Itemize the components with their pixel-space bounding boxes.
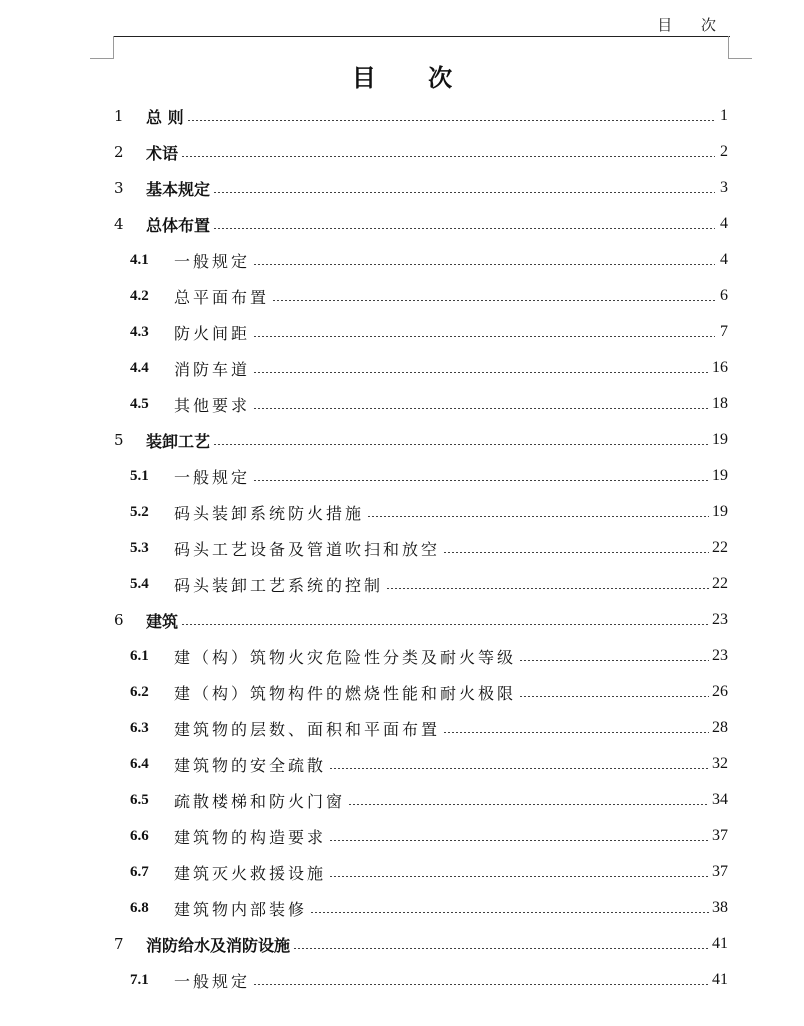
toc-entry-number: 6.5 <box>130 791 149 808</box>
toc-entry-title: 一般规定 <box>174 971 251 991</box>
table-of-contents <box>114 98 728 998</box>
toc-entry-title: 总 则 <box>146 107 184 127</box>
toc-entry-title: 建（构）筑物构件的燃烧性能和耐火极限 <box>174 683 517 703</box>
toc-entry-title: 建筑物的层数、面积和平面布置 <box>174 719 441 739</box>
toc-entry-page: 7 <box>720 323 728 340</box>
toc-entry-number: 7 <box>114 935 124 953</box>
toc-dot-leader <box>181 624 709 625</box>
toc-entry[interactable] <box>114 566 728 602</box>
toc-dot-leader <box>253 336 715 337</box>
toc-dot-leader <box>272 300 715 301</box>
toc-dot-leader <box>519 696 709 697</box>
toc-entry-number: 4.3 <box>130 323 149 340</box>
toc-entry[interactable] <box>114 962 728 998</box>
toc-entry[interactable] <box>114 242 728 278</box>
toc-dot-leader <box>329 768 709 769</box>
toc-entry-number: 5.2 <box>130 503 149 520</box>
toc-dot-leader <box>187 120 715 121</box>
toc-entry[interactable] <box>114 890 728 926</box>
toc-entry-title: 总平面布置 <box>174 287 270 307</box>
toc-entry-title: 建（构）筑物火灾危险性分类及耐火等级 <box>174 647 517 667</box>
toc-entry-page: 41 <box>712 935 728 952</box>
toc-entry-page: 22 <box>712 539 728 556</box>
toc-entry-number: 5.3 <box>130 539 149 556</box>
toc-dot-leader <box>253 264 715 265</box>
toc-entry-number: 6.1 <box>130 647 149 664</box>
toc-entry[interactable] <box>114 278 728 314</box>
toc-entry-number: 5 <box>114 431 124 449</box>
toc-entry-title: 装卸工艺 <box>146 431 211 451</box>
toc-dot-leader <box>293 948 709 949</box>
header-rule <box>114 36 730 37</box>
toc-entry-number: 6.7 <box>130 863 149 880</box>
toc-entry[interactable] <box>114 206 728 242</box>
toc-entry-page: 19 <box>712 503 728 520</box>
toc-entry[interactable] <box>114 926 728 962</box>
toc-dot-leader <box>253 984 709 985</box>
toc-entry-title: 码头工艺设备及管道吹扫和放空 <box>174 539 441 559</box>
toc-entry-title: 建筑 <box>146 611 179 631</box>
toc-entry-number: 5.1 <box>130 467 149 484</box>
toc-entry-page: 28 <box>712 719 728 736</box>
toc-dot-leader <box>310 912 709 913</box>
toc-entry-page: 23 <box>712 647 728 664</box>
toc-entry-page: 37 <box>712 863 728 880</box>
toc-entry[interactable] <box>114 314 728 350</box>
toc-dot-leader <box>519 660 709 661</box>
toc-entry[interactable] <box>114 422 728 458</box>
toc-entry-number: 4.2 <box>130 287 149 304</box>
toc-entry-title: 总体布置 <box>146 215 211 235</box>
toc-dot-leader <box>213 228 715 229</box>
crop-mark-left-vertical <box>113 36 114 58</box>
toc-entry-number: 4 <box>114 215 124 233</box>
toc-entry-page: 16 <box>712 359 728 376</box>
toc-entry-page: 41 <box>712 971 728 988</box>
toc-entry-page: 22 <box>712 575 728 592</box>
toc-entry-title: 一般规定 <box>174 251 251 271</box>
toc-entry-title: 建筑灭火救援设施 <box>174 863 327 883</box>
toc-entry[interactable] <box>114 602 728 638</box>
toc-entry-title: 建筑物的构造要求 <box>174 827 327 847</box>
toc-dot-leader <box>253 480 709 481</box>
toc-entry[interactable] <box>114 350 728 386</box>
toc-entry-number: 7.1 <box>130 971 149 988</box>
toc-entry-title: 建筑物内部装修 <box>174 899 308 919</box>
toc-entry-page: 1 <box>720 107 728 124</box>
page-title: 目 次 <box>351 64 475 92</box>
toc-entry-number: 6.8 <box>130 899 149 916</box>
toc-entry-page: 32 <box>712 755 728 772</box>
toc-dot-leader <box>329 840 709 841</box>
toc-entry[interactable] <box>114 98 728 134</box>
toc-entry-page: 34 <box>712 791 728 808</box>
toc-dot-leader <box>443 552 709 553</box>
toc-entry-number: 2 <box>114 143 124 161</box>
toc-entry-title: 基本规定 <box>146 179 211 199</box>
toc-entry-title: 疏散楼梯和防火门窗 <box>174 791 346 811</box>
toc-entry-number: 4.5 <box>130 395 149 412</box>
toc-entry[interactable] <box>114 854 728 890</box>
toc-dot-leader <box>253 408 709 409</box>
toc-entry[interactable] <box>114 170 728 206</box>
toc-entry[interactable] <box>114 638 728 674</box>
toc-entry-page: 18 <box>712 395 728 412</box>
toc-entry[interactable] <box>114 134 728 170</box>
toc-entry-page: 6 <box>720 287 728 304</box>
toc-entry-number: 6.3 <box>130 719 149 736</box>
toc-entry-number: 3 <box>114 179 124 197</box>
toc-entry-page: 38 <box>712 899 728 916</box>
toc-entry-number: 6 <box>114 611 124 629</box>
toc-entry[interactable] <box>114 710 728 746</box>
toc-entry[interactable] <box>114 746 728 782</box>
toc-entry-page: 4 <box>720 215 728 232</box>
toc-entry-page: 3 <box>720 179 728 196</box>
toc-entry-title: 码头装卸系统防火措施 <box>174 503 365 523</box>
toc-entry-number: 6.2 <box>130 683 149 700</box>
toc-dot-leader <box>367 516 709 517</box>
toc-entry[interactable] <box>114 494 728 530</box>
toc-entry-title: 消防车道 <box>174 359 251 379</box>
toc-entry-number: 6.4 <box>130 755 149 772</box>
toc-dot-leader <box>181 156 715 157</box>
toc-dot-leader <box>443 732 709 733</box>
toc-dot-leader <box>213 192 715 193</box>
toc-entry-number: 1 <box>114 107 124 125</box>
crop-mark-right-vertical <box>728 36 729 58</box>
toc-entry-title: 码头装卸工艺系统的控制 <box>174 575 384 595</box>
toc-entry-title: 术语 <box>146 143 179 163</box>
toc-entry-number: 4.1 <box>130 251 149 268</box>
toc-entry[interactable] <box>114 818 728 854</box>
toc-entry-title: 消防给水及消防设施 <box>146 935 291 955</box>
toc-entry-number: 4.4 <box>130 359 149 376</box>
toc-entry-page: 2 <box>720 143 728 160</box>
toc-entry-page: 26 <box>712 683 728 700</box>
toc-entry-page: 23 <box>712 611 728 628</box>
toc-entry-title: 防火间距 <box>174 323 251 343</box>
toc-entry[interactable] <box>114 782 728 818</box>
toc-entry-title: 其他要求 <box>174 395 251 415</box>
toc-entry[interactable] <box>114 674 728 710</box>
toc-entry-page: 37 <box>712 827 728 844</box>
toc-dot-leader <box>329 876 709 877</box>
toc-entry[interactable] <box>114 530 728 566</box>
toc-entry-page: 19 <box>712 467 728 484</box>
toc-entry-title: 建筑物的安全疏散 <box>174 755 327 775</box>
toc-entry-number: 6.6 <box>130 827 149 844</box>
toc-dot-leader <box>348 804 709 805</box>
toc-dot-leader <box>253 372 709 373</box>
running-header: 目 次 <box>657 16 728 34</box>
toc-entry-page: 19 <box>712 431 728 448</box>
toc-entry-number: 5.4 <box>130 575 149 592</box>
toc-entry[interactable] <box>114 458 728 494</box>
toc-entry-title: 一般规定 <box>174 467 251 487</box>
toc-entry-page: 4 <box>720 251 728 268</box>
toc-dot-leader <box>386 588 709 589</box>
toc-entry[interactable] <box>114 386 728 422</box>
toc-dot-leader <box>213 444 709 445</box>
